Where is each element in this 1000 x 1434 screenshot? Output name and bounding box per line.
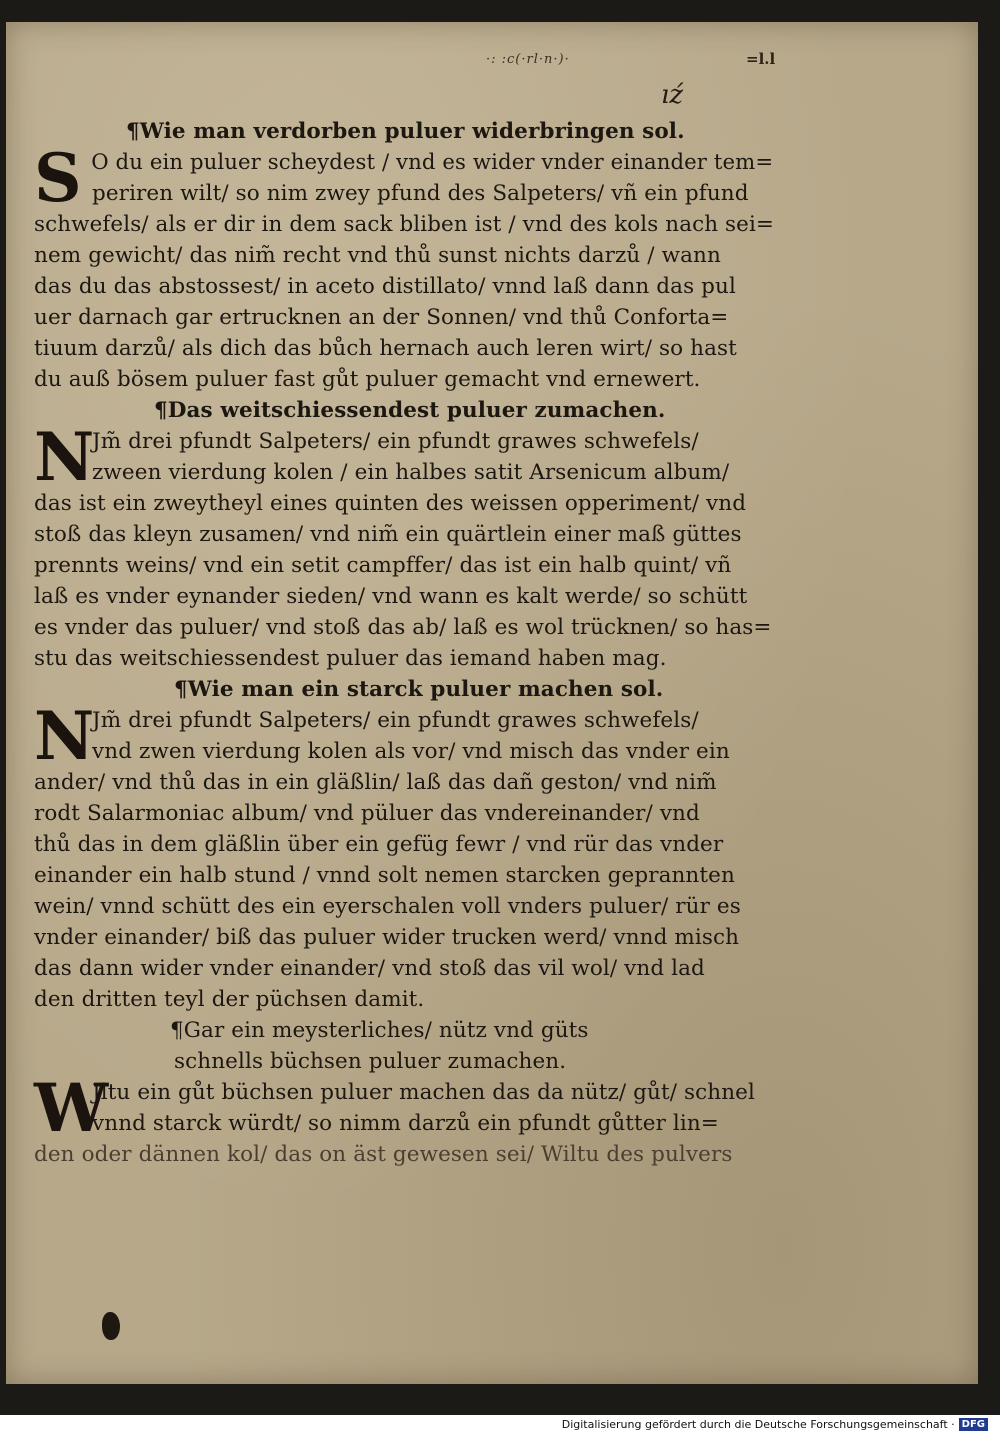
drop-initial: W <box>34 1069 109 1147</box>
text-line: du auß bösem puluer fast gůt puluer gemacht vnd ernewert. <box>34 367 701 392</box>
ink-blot <box>102 1312 120 1340</box>
text-line: O du ein puluer scheydest / vnd es wider vnder einander tem= <box>91 150 774 175</box>
text-line: nem gewicht/ das nim̃ recht vnd thů sunst nichts darzů / wann <box>34 243 721 268</box>
section-heading: ¶Wie man verdorben puluer widerbringen sol. <box>126 119 685 144</box>
drop-initial: N <box>34 418 95 496</box>
paragraph <box>34 697 774 1015</box>
text-line: Jm̃ drei pfundt Salpeters/ ein pfundt grawes schwefels/ <box>92 708 699 733</box>
text-line: vnd zwen vierdung kolen als vor/ vnd misch das vnder ein <box>92 739 730 764</box>
paragraph <box>34 1069 774 1170</box>
folio-number: ıź <box>661 80 684 110</box>
section-heading: ¶Das weitschiessendest puluer zumachen. <box>154 398 666 423</box>
page-text <box>34 116 774 1170</box>
header-scribble: ·: :c(·rl·n·)· <box>486 52 570 67</box>
text-line: vnder einander/ biß das puluer wider trucken werd/ vnnd misch <box>34 925 740 950</box>
footer-credit: Digitalisierung gefördert durch die Deutsche Forschungsgemeinschaft · <box>561 1418 955 1431</box>
text-line: einander ein halb stund / vnnd solt nemen starcken geprannten <box>34 863 735 888</box>
text-line: thů das in dem gläßlin über ein gefüg fewr / vnd rür das vnder <box>34 832 724 857</box>
header-mark: =l.l <box>746 50 776 68</box>
text-line: rodt Salarmoniac album/ vnd püluer das vndereinander/ vnd <box>34 801 700 826</box>
text-line: das dann wider vnder einander/ vnd stoß das vil wol/ vnd lad <box>34 956 705 981</box>
text-line: stoß das kleyn zusamen/ vnd nim̃ ein quärtlein einer maß güttes <box>34 522 742 547</box>
text-line: periren wilt/ so nim zwey pfund des Salpeters/ vñ ein pfund <box>92 181 749 206</box>
text-line: den dritten teyl der püchsen damit. <box>34 987 425 1012</box>
text-line: ander/ vnd thů das in ein gläßlin/ laß das dañ geston/ vnd nim̃ <box>34 770 717 795</box>
text-line: schwefels/ als er dir in dem sack bliben ist / vnd des kols nach sei= <box>34 212 774 237</box>
text-line: Jltu ein gůt büchsen puluer machen das da nütz/ gůt/ schnel <box>92 1080 755 1105</box>
text-line: laß es vnder eynander sieden/ vnd wann es kalt werde/ so schütt <box>34 584 748 609</box>
paragraph <box>34 139 774 395</box>
digitization-footer <box>562 1418 988 1431</box>
drop-initial: S <box>34 139 82 217</box>
text-line: zween vierdung kolen / ein halbes satit Arsenicum album/ <box>92 460 730 485</box>
section-heading: ¶Gar ein meysterliches/ nütz vnd güts <box>170 1018 589 1043</box>
text-line: wein/ vnnd schütt des ein eyerschalen voll vnders puluer/ rür es <box>34 894 741 919</box>
text-line: stu das weitschiessendest puluer das iemand haben mag. <box>34 646 667 671</box>
text-line: uer darnach gar ertrucknen an der Sonnen/ vnd thů Conforta= <box>34 305 729 330</box>
text-line: das ist ein zweytheyl eines quinten des weissen opperiment/ vnd <box>34 491 747 516</box>
text-line: prennts weins/ vnd ein setit campffer/ das ist ein halb quint/ vñ <box>34 553 732 578</box>
section-heading: ¶Wie man ein starck puluer machen sol. <box>174 677 664 702</box>
section-heading-continued: schnells büchsen puluer zumachen. <box>174 1049 567 1074</box>
text-line: den oder dännen kol/ das on äst gewesen sei/ Wiltu des pulvers <box>34 1142 733 1167</box>
text-line: das du das abstossest/ in aceto distillato/ vnnd laß dann das pul <box>34 274 736 299</box>
text-line: es vnder das puluer/ vnd stoß das ab/ laß es wol trücknen/ so has= <box>34 615 772 640</box>
book-page <box>6 22 978 1384</box>
text-line: tiuum darzů/ als dich das bůch hernach auch leren wirt/ so hast <box>34 336 737 361</box>
drop-initial: N <box>34 697 95 775</box>
text-line: Jm̃ drei pfundt Salpeters/ ein pfundt grawes schwefels/ <box>92 429 699 454</box>
dfg-logo: DFG <box>959 1418 988 1431</box>
paragraph <box>34 418 774 674</box>
text-line: vnnd starck würdt/ so nimm darzů ein pfundt gůtter lin= <box>92 1111 719 1136</box>
